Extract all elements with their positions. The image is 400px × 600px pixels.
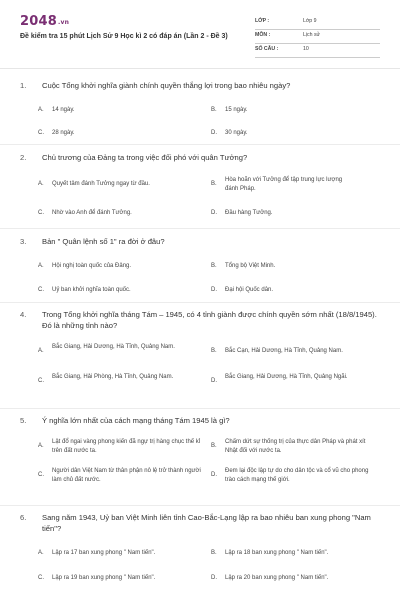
option-letter: C. xyxy=(38,287,44,293)
logo-suffix: .vn xyxy=(57,19,70,26)
options xyxy=(20,337,380,407)
options xyxy=(20,253,380,293)
question-text: Bản " Quân lệnh số 1" ra đời ở đâu? xyxy=(42,237,165,246)
question-text: Chủ trương của Đảng ta trong việc đối phó với quân Tưởng? xyxy=(42,153,248,162)
options xyxy=(20,169,380,219)
option-text: Bắc Giang, Hải Dương, Hà Tĩnh, Quảng Nam. xyxy=(52,344,175,350)
question-divider xyxy=(0,505,400,506)
option-letter: A. xyxy=(38,263,44,269)
question-text: Cuộc Tổng khởi nghĩa giành chính quyền thắng lợi trong bao nhiêu ngày? xyxy=(42,81,291,90)
question-stem xyxy=(20,236,380,247)
header-divider xyxy=(0,68,400,69)
document-header xyxy=(20,14,380,56)
meta-value: Lớp 9 xyxy=(303,18,317,24)
question-text: Ý nghĩa lớn nhất của cách mạng tháng Tám 1945 là gì? xyxy=(42,416,230,425)
option-letter: B. xyxy=(211,348,217,354)
option-text: 14 ngày. xyxy=(52,107,75,113)
question-number: 6. xyxy=(20,513,27,522)
option-letter: B. xyxy=(211,181,217,187)
question-5 xyxy=(20,415,380,502)
option-text: Lập ra 20 ban xung phong " Nam tiến". xyxy=(225,575,329,581)
option-text: Lập ra 17 ban xung phong " Nam tiến". xyxy=(52,550,156,556)
option-letter: C. xyxy=(38,575,44,581)
meta-value: 10 xyxy=(303,46,309,52)
option-text: Đem lại độc lập tự do cho dân tộc và cổ vũ cho phong trào cách mạng thế giới. xyxy=(225,468,369,483)
option-letter: D. xyxy=(211,575,217,581)
question-text: Sang năm 1943, Uỷ ban Việt Minh liên tỉnh Cao-Bắc-Lạng lập ra bao nhiêu ban xung phong "Nam tiến"? xyxy=(42,513,371,533)
option-letter: A. xyxy=(38,348,44,354)
site-logo[interactable] xyxy=(20,14,69,29)
options xyxy=(20,432,380,502)
question-text: Trong Tổng khởi nghĩa tháng Tám – 1945, có 4 tỉnh giành được chính quyền sớm nhất (18/8/1945). Đó là những tỉnh nào? xyxy=(42,310,377,330)
option-text: Quyết tâm đánh Tưởng ngay từ đầu. xyxy=(52,181,150,187)
option-letter: D. xyxy=(211,210,217,216)
option-letter: C. xyxy=(38,378,44,384)
option-letter: A. xyxy=(38,181,44,187)
option-text: Đầu hàng Tưởng. xyxy=(225,210,273,216)
option-text: Bắc Cạn, Hải Dương, Hà Tĩnh, Quảng Nam. xyxy=(225,348,343,354)
option-text: Chấm dứt sự thống trị của thực dân Pháp và phát xít Nhật đối với nước ta. xyxy=(225,439,366,454)
meta-key: SỐ CÂU : xyxy=(255,46,279,52)
option-letter: B. xyxy=(211,443,217,449)
question-stem xyxy=(20,309,380,331)
question-number: 3. xyxy=(20,237,27,246)
option-letter: B. xyxy=(211,263,217,269)
option-text: Bắc Giang, Hải Dương, Hà Tĩnh, Quảng Ngãi. xyxy=(225,374,348,380)
meta-key: MÔN : xyxy=(255,32,271,38)
option-letter: A. xyxy=(38,107,44,113)
question-stem xyxy=(20,80,380,91)
question-divider xyxy=(0,408,400,409)
option-text: 28 ngày. xyxy=(52,130,75,136)
question-3 xyxy=(20,236,380,293)
option-letter: D. xyxy=(211,287,217,293)
option-text: Lập ra 18 ban xung phong " Nam tiến". xyxy=(225,550,329,556)
option-letter: A. xyxy=(38,550,44,556)
question-divider xyxy=(0,144,400,145)
question-stem xyxy=(20,152,380,163)
option-text: Đại hội Quốc dân. xyxy=(225,287,274,293)
option-text: Nhờ vào Anh để đánh Tưởng. xyxy=(52,210,132,216)
question-number: 5. xyxy=(20,416,27,425)
option-letter: D. xyxy=(211,472,217,478)
question-number: 1. xyxy=(20,81,27,90)
question-6 xyxy=(20,512,380,600)
question-divider xyxy=(0,228,400,229)
question-1 xyxy=(20,80,380,137)
question-2 xyxy=(20,152,380,219)
option-text: Tổng bộ Việt Minh. xyxy=(225,263,276,269)
option-text: Hội nghị toàn quốc của Đảng. xyxy=(52,263,132,269)
question-stem xyxy=(20,415,380,426)
question-number: 4. xyxy=(20,310,27,319)
meta-row xyxy=(255,30,380,44)
option-letter: B. xyxy=(211,107,217,113)
question-number: 2. xyxy=(20,153,27,162)
option-text: Lập ra 19 ban xung phong " Nam tiến". xyxy=(52,575,156,581)
option-letter: C. xyxy=(38,472,44,478)
option-text: Hòa hoãn với Tưởng để tập trung lực lượng đánh Pháp. xyxy=(225,177,343,192)
meta-value: Lịch sử xyxy=(303,32,321,38)
meta-key: LỚP : xyxy=(255,18,270,24)
option-letter: D. xyxy=(211,378,217,384)
meta-table xyxy=(255,16,380,58)
option-letter: B. xyxy=(211,550,217,556)
option-text: Người dân Việt Nam từ thân phận nô lệ trở thành người làm chủ đất nước. xyxy=(52,468,201,483)
options xyxy=(20,97,380,137)
option-text: Lật đổ ngai vàng phong kiến đã ngự trị hàng chục thế kỉ trên đất nước ta. xyxy=(52,439,201,454)
logo-main: 2048 xyxy=(20,14,57,29)
options xyxy=(20,540,380,600)
meta-row xyxy=(255,44,380,58)
option-text: Uỷ ban khởi nghĩa toàn quốc. xyxy=(52,287,131,293)
option-letter: C. xyxy=(38,130,44,136)
question-divider xyxy=(0,302,400,303)
question-stem xyxy=(20,512,380,534)
document-title: Đề kiểm tra 15 phút Lịch Sử 9 Học kì 2 có đáp án (Lần 2 - Đề 3) xyxy=(20,33,228,40)
option-text: 15 ngày. xyxy=(225,107,248,113)
option-letter: A. xyxy=(38,443,44,449)
option-letter: C. xyxy=(38,210,44,216)
meta-row xyxy=(255,16,380,30)
option-letter: D. xyxy=(211,130,217,136)
question-4 xyxy=(20,309,380,407)
option-text: Bắc Giang, Hải Phòng, Hà Tĩnh, Quảng Nam. xyxy=(52,374,174,380)
option-text: 30 ngày. xyxy=(225,130,248,136)
